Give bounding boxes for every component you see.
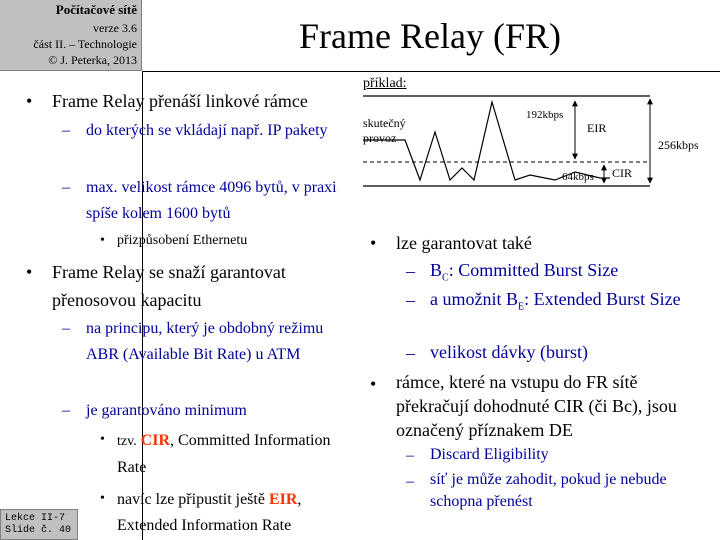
bullet-also: lze garantovat také xyxy=(396,233,532,253)
sub-burst: velikost dávky (burst) xyxy=(430,342,588,362)
be-subscript: E xyxy=(518,301,525,313)
dash-marker: – xyxy=(62,179,70,196)
bullet-marker: • xyxy=(26,262,33,282)
sub-abr: na principu, který je obdobný režimu ABR (Available Bit Rate) u ATM xyxy=(86,320,324,363)
sub-ip-packets: do kterých se vkládají např. IP pakety xyxy=(86,122,328,139)
dash-marker: – xyxy=(62,320,70,337)
cir-desc: , Committed Information Rate xyxy=(117,432,331,476)
eir-prefix: navíc lze připustit ještě xyxy=(117,491,265,508)
author: © J. Peterka, 2013 xyxy=(48,53,137,67)
be-prefix: a umožnit B xyxy=(430,289,518,309)
bullet-marker: • xyxy=(26,91,33,111)
traffic-label-1: skutečný xyxy=(363,116,406,130)
version: verze 3.6 xyxy=(93,21,137,35)
sub-minimum: je garantováno minimum xyxy=(86,402,247,419)
bullet-de: rámce, které na vstupu do FR sítě překračují dohodnuté CIR (či Bc), jsou označený příznakem DE xyxy=(396,372,677,440)
traffic-label-2: provoz xyxy=(363,131,397,145)
sub-frame-size: max. velikost rámce 4096 bytů, v praxi spíše kolem 1600 bytů xyxy=(86,179,337,222)
rate-192-label: 192kbps xyxy=(526,109,564,121)
dash-marker: – xyxy=(406,290,415,310)
dash-marker: – xyxy=(406,473,414,490)
dot-marker: • xyxy=(100,491,105,506)
bc-subscript: C xyxy=(442,272,449,284)
subsub-ethernet: přizpůsobení Ethernetu xyxy=(117,233,248,248)
bullet-marker: • xyxy=(370,233,377,253)
lecture-number: Lekce II-7 xyxy=(5,513,66,524)
bc-symbol: B xyxy=(430,260,443,280)
sub-drop: síť je může zahodit, pokud je nebude schopna přenést xyxy=(430,471,667,510)
slide-number: Slide č. 40 xyxy=(5,525,72,536)
bc-desc: : Committed Burst Size xyxy=(448,260,619,280)
course-name: Počítačové sítě xyxy=(55,2,137,17)
bullet-frames: Frame Relay přenáší linkové rámce xyxy=(52,91,308,111)
sub-discard: Discard Eligibility xyxy=(430,446,549,463)
dash-marker: – xyxy=(62,122,70,139)
lecture-box xyxy=(0,509,78,540)
traffic-curve xyxy=(363,102,610,180)
bullet-guarantee: Frame Relay se snaží garantovat přenosovou kapacitu xyxy=(52,262,286,310)
eir-desc: , Extended Information Rate xyxy=(117,491,302,534)
dot-marker: • xyxy=(100,432,105,447)
rate-64-label: 64kbps xyxy=(562,171,594,183)
eir-label: EIR xyxy=(587,121,607,135)
sub-be xyxy=(430,287,700,320)
dash-marker: – xyxy=(406,343,415,363)
dash-marker: – xyxy=(406,261,415,281)
be-desc: : Extended Burst Size xyxy=(524,289,681,309)
rate-256-label: 256kbps xyxy=(658,138,699,152)
cir-keyword: CIR xyxy=(140,432,171,449)
example-label: příklad: xyxy=(363,76,407,91)
course-part: část II. – Technologie xyxy=(33,37,137,51)
slide-title: Frame Relay (FR) xyxy=(299,16,561,56)
dot-marker: • xyxy=(100,233,105,248)
dash-marker: – xyxy=(406,447,414,464)
bullet-marker: • xyxy=(370,374,377,394)
dash-marker: – xyxy=(62,402,70,419)
cir-prefix: tzv. xyxy=(117,434,137,449)
eir-keyword: EIR xyxy=(268,491,298,508)
sub-bc xyxy=(430,258,700,291)
cir-label: CIR xyxy=(612,166,633,180)
